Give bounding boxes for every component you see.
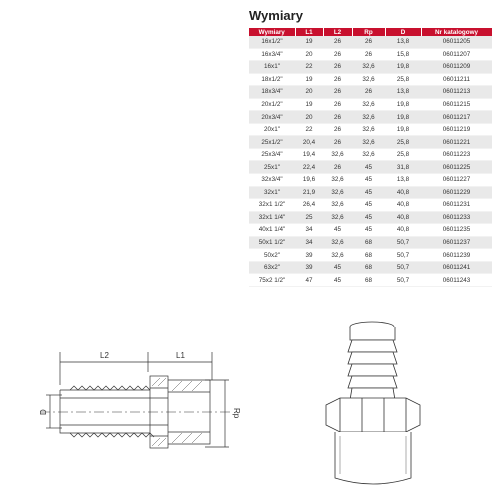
cell-l2: 26 [323,61,352,74]
cell-rp: 68 [352,236,385,249]
cell-wymiary: 18x3/4" [249,86,295,99]
cell-wymiary: 32x1 1/4" [249,211,295,224]
cell-rp: 32,6 [352,123,385,136]
cell-wymiary: 18x1/2" [249,73,295,86]
cell-wymiary: 63x2" [249,261,295,274]
fitting-3d-drawing [326,322,420,484]
cell-wymiary: 25x1" [249,161,295,174]
cell-d: 19,8 [385,61,421,74]
cell-d: 25,8 [385,136,421,149]
cell-d: 50,7 [385,274,421,287]
cell-wymiary: 50x2" [249,249,295,262]
cell-l1: 39 [295,261,323,274]
cell-rp: 32,6 [352,136,385,149]
cell-nr-katalogowy: 06011209 [421,61,492,74]
header-nr-katalogowy: Nr katalogowy [421,28,492,36]
cell-l1: 19 [295,98,323,111]
header-l2: L2 [323,28,352,36]
cell-l1: 20 [295,86,323,99]
cell-wymiary: 75x2 1/2" [249,274,295,287]
cell-rp: 32,6 [352,111,385,124]
cell-l2: 26 [323,36,352,48]
cell-d: 50,7 [385,261,421,274]
cell-rp: 45 [352,199,385,212]
cell-l2: 26 [323,136,352,149]
cell-d: 40,8 [385,199,421,212]
cell-nr-katalogowy: 06011219 [421,123,492,136]
cell-l2: 32,6 [323,211,352,224]
cell-d: 31,8 [385,161,421,174]
label-rp: Rp [232,408,241,419]
cell-rp: 32,6 [352,98,385,111]
cell-wymiary: 20x3/4" [249,111,295,124]
cell-rp: 45 [352,161,385,174]
cell-l1: 19,6 [295,174,323,187]
cell-rp: 45 [352,186,385,199]
page-title: Wymiary [249,8,303,23]
cell-nr-katalogowy: 06011207 [421,48,492,61]
cell-nr-katalogowy: 06011233 [421,211,492,224]
cell-rp: 32,6 [352,61,385,74]
cell-l2: 32,6 [323,249,352,262]
cell-d: 19,8 [385,123,421,136]
cell-nr-katalogowy: 06011229 [421,186,492,199]
cell-l1: 20 [295,111,323,124]
cell-l2: 32,6 [323,186,352,199]
cell-l1: 19 [295,36,323,48]
cell-nr-katalogowy: 06011239 [421,249,492,262]
cell-l1: 34 [295,224,323,237]
cell-l2: 26 [323,123,352,136]
cell-l1: 25 [295,211,323,224]
header-wymiary: Wymiary [249,28,295,36]
cell-l1: 26,4 [295,199,323,212]
cell-d: 13,8 [385,86,421,99]
cell-l1: 19 [295,73,323,86]
cell-l2: 45 [323,261,352,274]
cell-nr-katalogowy: 06011235 [421,224,492,237]
cell-d: 40,8 [385,211,421,224]
cell-wymiary: 25x3/4" [249,148,295,161]
cell-d: 25,8 [385,73,421,86]
cell-l2: 45 [323,274,352,287]
cell-nr-katalogowy: 06011217 [421,111,492,124]
cell-rp: 26 [352,86,385,99]
cell-nr-katalogowy: 06011215 [421,98,492,111]
cell-nr-katalogowy: 06011211 [421,73,492,86]
cell-wymiary: 20x1" [249,123,295,136]
cell-d: 40,8 [385,224,421,237]
cell-rp: 68 [352,261,385,274]
cell-l2: 26 [323,86,352,99]
cell-d: 19,8 [385,111,421,124]
cell-nr-katalogowy: 06011213 [421,86,492,99]
cell-rp: 45 [352,174,385,187]
cell-l2: 26 [323,98,352,111]
cell-l1: 21,9 [295,186,323,199]
cell-wymiary: 32x3/4" [249,174,295,187]
cell-rp: 45 [352,224,385,237]
cell-l2: 26 [323,111,352,124]
cell-rp: 45 [352,211,385,224]
cell-wymiary: 32x1 1/2" [249,199,295,212]
cell-nr-katalogowy: 06011231 [421,199,492,212]
cell-nr-katalogowy: 06011223 [421,148,492,161]
cell-l2: 26 [323,73,352,86]
cell-l1: 20 [295,48,323,61]
cell-l1: 22 [295,61,323,74]
cell-l1: 39 [295,249,323,262]
cell-rp: 32,6 [352,148,385,161]
cell-nr-katalogowy: 06011241 [421,261,492,274]
cell-l2: 26 [323,48,352,61]
cell-rp: 68 [352,249,385,262]
label-l2: L2 [100,351,109,360]
cell-l1: 22 [295,123,323,136]
cell-wymiary: 50x1 1/2" [249,236,295,249]
cell-d: 40,8 [385,186,421,199]
cell-d: 13,8 [385,174,421,187]
cell-rp: 26 [352,36,385,48]
cell-nr-katalogowy: 06011237 [421,236,492,249]
label-d: D [39,409,48,415]
cell-nr-katalogowy: 06011205 [421,36,492,48]
cell-l2: 32,6 [323,174,352,187]
cell-d: 25,8 [385,148,421,161]
cell-rp: 68 [352,274,385,287]
cell-l1: 20,4 [295,136,323,149]
cell-wymiary: 16x3/4" [249,48,295,61]
cell-l1: 19,4 [295,148,323,161]
cell-l2: 26 [323,161,352,174]
cell-l2: 32,6 [323,199,352,212]
cell-nr-katalogowy: 06011227 [421,174,492,187]
cell-nr-katalogowy: 06011225 [421,161,492,174]
cell-wymiary: 32x1" [249,186,295,199]
cell-wymiary: 16x1/2" [249,36,295,48]
cell-d: 19,8 [385,98,421,111]
cell-d: 13,8 [385,36,421,48]
cell-l2: 32,6 [323,236,352,249]
cell-d: 50,7 [385,236,421,249]
header-l1: L1 [295,28,323,36]
cell-nr-katalogowy: 06011243 [421,274,492,287]
cell-l1: 34 [295,236,323,249]
cell-d: 15,8 [385,48,421,61]
cell-wymiary: 40x1 1/4" [249,224,295,237]
header-rp: Rp [352,28,385,36]
cell-wymiary: 16x1" [249,61,295,74]
cell-l1: 22,4 [295,161,323,174]
header-d: D [385,28,421,36]
cell-rp: 26 [352,48,385,61]
cell-rp: 32,6 [352,73,385,86]
cell-nr-katalogowy: 06011221 [421,136,492,149]
label-l1: L1 [176,351,185,360]
cell-wymiary: 20x1/2" [249,98,295,111]
cell-l2: 45 [323,224,352,237]
cell-l2: 32,6 [323,148,352,161]
cell-wymiary: 25x1/2" [249,136,295,149]
cell-d: 50,7 [385,249,421,262]
cell-l1: 47 [295,274,323,287]
